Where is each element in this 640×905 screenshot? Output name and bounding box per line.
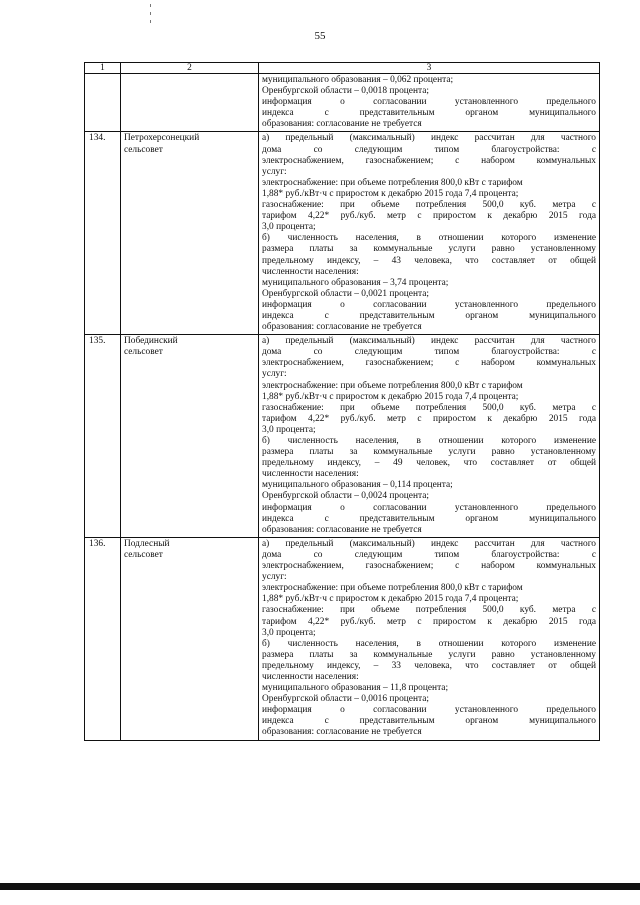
text-line: а) предельный (максимальный) индекс рассчитан для частного <box>262 133 596 144</box>
text-line: численности населения: <box>262 469 359 480</box>
row-content <box>259 132 600 335</box>
text-line: 1,88* руб./кВт·ч с приростом к декабрю 2015 года 7,4 процента; <box>262 391 519 402</box>
text-line: газоснабжение: при объеме потребления 500,0 куб. метра с <box>262 605 596 616</box>
text-line: численности населения: <box>262 266 359 277</box>
text-line: образования: согласование не требуется <box>262 322 422 333</box>
text-line: тарифом 4,22* руб./куб. метр с приростом к декабрю 2015 года <box>262 211 596 222</box>
text-line: б) численность населения, в отношении которого изменение <box>262 638 596 649</box>
municipality-name-line: Подлесный <box>124 538 170 549</box>
text-line: муниципального образования – 0,062 процента; <box>262 75 454 85</box>
text-line: размера платы за коммунальные услуги равно установленному <box>262 244 596 255</box>
text-line: а) предельный (максимальный) индекс рассчитан для частного <box>262 538 596 549</box>
text-line: предельному индексу, – 43 человека, что составляет от общей <box>262 255 596 266</box>
text-line: индекса с представительным органом муниципального <box>262 716 596 727</box>
text-line: муниципального образования – 11,8 процента; <box>262 683 449 694</box>
table-row <box>85 537 600 740</box>
table-row <box>85 335 600 538</box>
row-content <box>259 74 600 132</box>
text-line: индекса с представительным органом муниципального <box>262 513 596 524</box>
text-line: дома со следующим типом благоустройства: с <box>262 347 596 358</box>
text-line: электроснабжение: при объеме потребления 800,0 кВт с тарифом <box>262 177 523 188</box>
text-line: 3,0 процента; <box>262 222 316 233</box>
text-line: Оренбургской области – 0,0018 процента; <box>262 86 429 97</box>
text-line: численности населения: <box>262 671 359 682</box>
continuation-row <box>85 74 600 132</box>
text-line: б) численность населения, в отношении которого изменение <box>262 233 596 244</box>
municipality-name <box>121 537 259 740</box>
text-line: 1,88* руб./кВт·ч с приростом к декабрю 2015 года 7,4 процента; <box>262 188 519 199</box>
municipality-name-line: Петрохерсонецкий <box>124 133 200 144</box>
text-line: электроснабжением, газоснабжением; с набором коммунальных <box>262 561 596 572</box>
column-header: 2 <box>121 63 259 74</box>
text-line: дома со следующим типом благоустройства: с <box>262 549 596 560</box>
text-line: 1,88* руб./кВт·ч с приростом к декабрю 2015 года 7,4 процента; <box>262 594 519 605</box>
text-line: 3,0 процента; <box>262 424 316 435</box>
row-number <box>85 74 121 132</box>
text-line: Оренбургской области – 0,0021 процента; <box>262 288 429 299</box>
text-line: индекса с представительным органом муниципального <box>262 310 596 321</box>
municipality-name <box>121 335 259 538</box>
text-line: образования: согласование не требуется <box>262 119 422 130</box>
table-row <box>85 132 600 335</box>
text-line: услуг: <box>262 369 287 380</box>
text-line: дома со следующим типом благоустройства: с <box>262 144 596 155</box>
text-line: предельному индексу, – 33 человека, что составляет от общей <box>262 660 596 671</box>
text-line: электроснабжением, газоснабжением; с набором коммунальных <box>262 358 596 369</box>
text-line: услуг: <box>262 166 287 177</box>
bottom-rule <box>0 883 640 890</box>
text-line: размера платы за коммунальные услуги равно установленному <box>262 649 596 660</box>
column-header: 3 <box>259 63 600 74</box>
municipality-name <box>121 132 259 335</box>
text-line: электроснабжением, газоснабжением; с набором коммунальных <box>262 155 596 166</box>
municipality-name-line: Побединский <box>124 336 178 347</box>
text-line: образования: согласование не требуется <box>262 524 422 535</box>
text-line: Оренбургской области – 0,0016 процента; <box>262 694 429 705</box>
row-number: 136. <box>85 537 121 740</box>
text-line: информация о согласовании установленного предельного <box>262 97 596 108</box>
text-line: газоснабжение: при объеме потребления 500,0 куб. метра с <box>262 402 596 413</box>
text-line: тарифом 4,22* руб./куб. метр с приростом к декабрю 2015 года <box>262 413 596 424</box>
text-line: муниципального образования – 0,114 процента; <box>262 480 453 491</box>
text-line: информация о согласовании установленного предельного <box>262 502 596 513</box>
column-header: 1 <box>85 63 121 74</box>
municipality-name <box>121 74 259 132</box>
text-line: предельному индексу, – 49 человек, что составляет от общей <box>262 458 596 469</box>
row-number: 135. <box>85 335 121 538</box>
text-line: электроснабжение: при объеме потребления 800,0 кВт с тарифом <box>262 380 523 391</box>
text-line: 3,0 процента; <box>262 627 316 638</box>
row-content <box>259 537 600 740</box>
text-line: тарифом 4,22* руб./куб. метр с приростом к декабрю 2015 года <box>262 616 596 627</box>
page-number: 55 <box>314 30 326 42</box>
municipality-name-line: сельсовет <box>124 347 163 358</box>
text-line: информация о согласовании установленного предельного <box>262 705 596 716</box>
text-line: муниципального образования – 3,74 процента; <box>262 277 449 288</box>
municipality-name-line: сельсовет <box>124 144 163 155</box>
municipality-name-line: сельсовет <box>124 549 163 560</box>
text-line: электроснабжение: при объеме потребления 800,0 кВт с тарифом <box>262 583 523 594</box>
text-line: а) предельный (максимальный) индекс рассчитан для частного <box>262 336 596 347</box>
text-line: размера платы за коммунальные услуги равно установленному <box>262 447 596 458</box>
scan-mark <box>150 4 158 32</box>
text-line: б) численность населения, в отношении которого изменение <box>262 436 596 446</box>
text-line: информация о согласовании установленного предельного <box>262 299 596 310</box>
text-line: услуг: <box>262 572 287 583</box>
text-line: газоснабжение: при объеме потребления 500,0 куб. метра с <box>262 200 596 211</box>
text-line: индекса с представительным органом муниципального <box>262 108 596 119</box>
row-number: 134. <box>85 132 121 335</box>
row-content <box>259 335 600 538</box>
table-header-row <box>85 63 600 74</box>
data-table <box>84 62 600 741</box>
text-line: образования: согласование не требуется <box>262 727 422 738</box>
text-line: Оренбургской области – 0,0024 процента; <box>262 491 429 502</box>
